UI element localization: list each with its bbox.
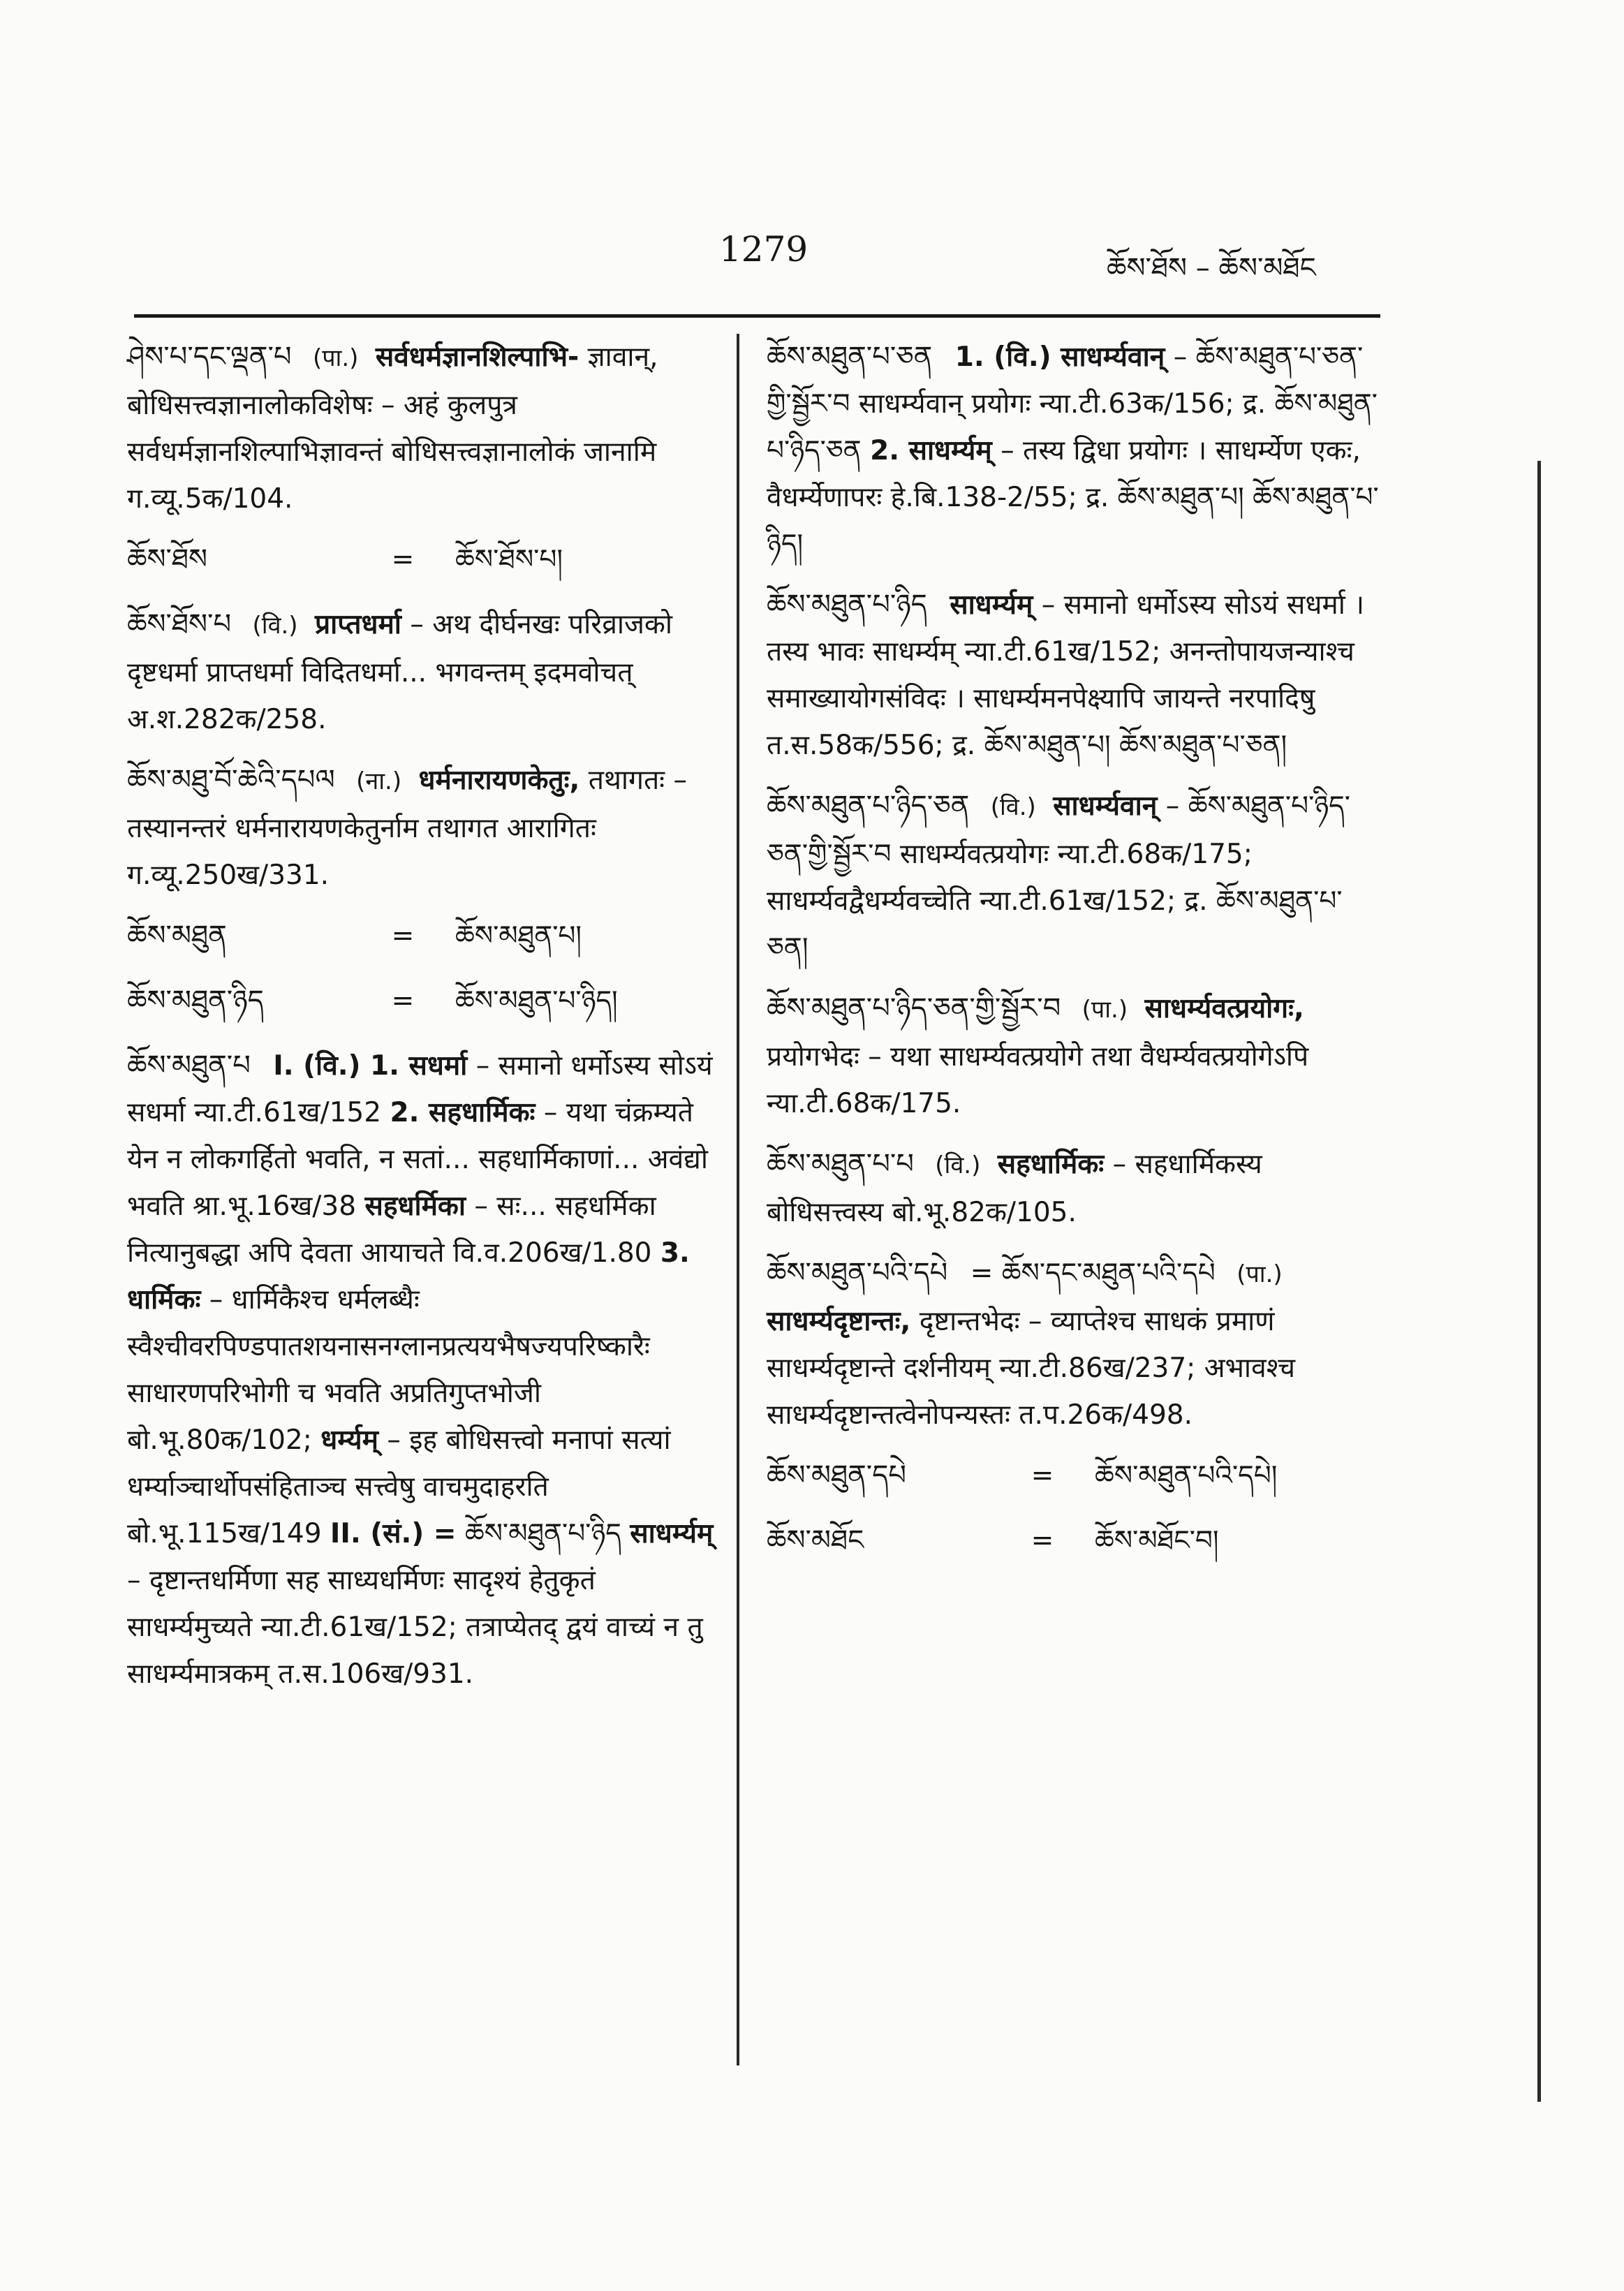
cross-reference-entry xyxy=(767,1517,1381,1564)
entry-sense: 2. साधर्म्यम् xyxy=(870,435,992,466)
entry-headword: ཤེས་པ་དང་ལྡན་པ xyxy=(127,341,292,373)
right-margin-rule xyxy=(1537,461,1541,2102)
cross-reference-entry xyxy=(767,1452,1381,1499)
entry-headword: ཆོས་ཐོས་པ xyxy=(127,608,232,640)
entry-headword: ཆོས་མཐོང xyxy=(767,1524,864,1556)
entry-text: साधर्म्यवान् प्रयोगः न्या.टी.63क/156; द्र. xyxy=(858,388,1267,420)
entry-headword: ཆོས་མཐུན་པ་པ xyxy=(767,1148,914,1180)
entry-term: सर्वधर्मज्ञानशिल्पाभि- xyxy=(375,341,580,373)
cross-reference-target: ཆོས་མཐུན་པ། ཆོས་མཐུན་པ་ཉིད། xyxy=(767,482,1379,560)
entry-text: प्रयोगभेदः – यथा साधर्म्यवत्प्रयोगे तथा वैधर्म्यवत्प्रयोगेऽपि न्या.टी.68क/175. xyxy=(767,1041,1309,1119)
entry-text: – तस्य द्विधा प्रयोगः । साधर्म्येण एकः, वैधर्म्येणापरः हे.बि.138-2/55; द्र. xyxy=(767,435,1361,513)
cross-reference-target: ཆོས་མཐུན་པ་ཉིད་ཅན xyxy=(767,388,1378,466)
dictionary-entry xyxy=(767,783,1381,971)
cross-reference-target: ཆོས་དང་མཐུན་པའི་དཔེ xyxy=(1001,1258,1216,1289)
dictionary-entry xyxy=(767,1250,1381,1438)
entry-text: – xyxy=(1165,790,1180,822)
entry-term: साधर्म्यम् xyxy=(950,589,1033,621)
entry-grammar-tag: (पा.) xyxy=(312,344,359,372)
entry-term: साधर्म्यम् xyxy=(630,1518,714,1549)
entry-grammar-tag: (पा.) xyxy=(1237,1260,1283,1288)
entry-text: – सः... सहधर्मिका नित्यानुबद्धा अपि देवता आयाचते वि.व.206ख/1.80 xyxy=(127,1191,656,1269)
entry-text: – दृष्टान्तधर्मिणा सह साध्यधर्मिणः सादृश्यं हेतुकृतं साधर्म्यमुच्यते न्या.टी.61ख/152; तत्राप्येतद् द्वयं वाच्यं न तु साधर्म्यमात्रकम् त.स.106ख/931. xyxy=(127,1565,703,1690)
dictionary-entry xyxy=(127,601,721,743)
entry-sense: धर्म्यम् xyxy=(320,1424,378,1456)
cross-reference-target: ཆོས་མཐུན་པ་ཅན། xyxy=(767,885,1343,964)
dictionary-entry xyxy=(127,1043,721,1697)
entry-sense: सहधर्मिका xyxy=(364,1191,466,1222)
entry-sense: I. (वि.) 1. सधर्मा xyxy=(273,1050,468,1082)
dictionary-entry xyxy=(767,1141,1381,1236)
entry-term: सहधार्मिकः xyxy=(997,1149,1105,1180)
entry-headword: ཆོས་ཐོས xyxy=(127,543,208,575)
entry-grammar-tag: (वि.) xyxy=(252,612,298,640)
entry-text: – अथ दीर्घनखः परिव्राजको दृष्टधर्मा प्राप्तधर्मा विदितधर्मा... भगवन्तम् इदमवोचत् अ.श.282क/258. xyxy=(127,609,672,735)
entry-headword: ཆོས་མཐུ་བོ་ཆེའི་དཔལ xyxy=(127,764,335,796)
cross-reference-target: ཆོས་མཐུན་པ། ཆོས་མཐུན་པ་ཅན། xyxy=(984,730,1287,761)
column-divider xyxy=(737,334,739,2065)
dictionary-entry xyxy=(127,757,721,899)
entry-term: धर्मनारायणकेतुः, xyxy=(418,765,580,796)
dictionary-entry xyxy=(767,985,1381,1127)
entry-text: – समानो धर्मोऽस्य सोऽयं सधर्मा न्या.टी.61ख/152 xyxy=(127,1050,713,1128)
cross-reference-entry xyxy=(127,978,721,1024)
equals-sign: = xyxy=(1031,1525,1054,1556)
equals-sign: = xyxy=(970,1258,994,1289)
entry-grammar-tag: (पा.) xyxy=(1082,996,1128,1024)
entry-grammar-tag: (वि.) xyxy=(990,793,1036,821)
dictionary-entry xyxy=(767,334,1381,568)
equals-sign: = xyxy=(391,920,415,952)
entry-text: तथागतः – तस्यानन्तरं धर्मनारायणकेतुर्नाम तथागत आरागितः ग.व्यू.250ख/331. xyxy=(127,765,687,891)
cross-reference-target: ཆོས་མཐུན་པའི་དཔེ། xyxy=(1095,1460,1278,1491)
dictionary-entry xyxy=(767,582,1381,769)
cross-reference-target: ཆོས་མཐུན་པ་ཅན་གྱི་སྦྱོར་བ xyxy=(767,341,1364,420)
entry-headword: ཆོས་མཐུན་པའི་དཔེ xyxy=(767,1257,948,1289)
entry-sense: 1. (वि.) साधर्म्यवान् xyxy=(954,341,1165,373)
running-head: ཆོས་ཐོས – ཆོས་མཐོང xyxy=(1107,252,1316,284)
entry-term: प्राप्तधर्मा xyxy=(314,609,401,640)
entry-text: – xyxy=(1173,341,1188,373)
cross-reference-target: ཆོས་མཐུན་པ་ཉིད། xyxy=(455,985,618,1017)
entry-grammar-tag: (वि.) xyxy=(935,1151,981,1179)
entry-text: – समानो धर्मोऽस्य सोऽयं सधर्मा । तस्य भावः साधर्म्यम् न्या.टी.61ख/152; अनन्तोपायजन्याश्च समाख्यायोगसंविदः । साधर्म्यमनपेक्ष्यापि जायन्ते नरपादिषु त.स.58क/556; द्र. xyxy=(767,589,1364,761)
entry-text: – इह बोधिसत्त्वो मनापां सत्यां धर्म्याञ्चार्थोपसंहिताञ्च सत्त्वेषु वाचमुदाहरति बो.भू.115ख/149 xyxy=(127,1424,671,1549)
cross-reference-target: ཆོས་ཐོས་པ། xyxy=(455,544,563,575)
dictionary-entry xyxy=(127,334,721,522)
entry-headword: ཆོས་མཐུན xyxy=(127,920,227,952)
cross-reference-target: ཆོས་མཐུན་པ་ཉིད་ཅན་གྱི་སྦྱོར་བ xyxy=(767,790,1350,870)
entry-headword: ཆོས་མཐུན་པ xyxy=(127,1049,251,1082)
cross-reference-target: ཆོས་མཐུན་པ་ཉིད xyxy=(464,1518,621,1549)
entry-text: – धार्मिकैश्च धर्मलब्धैः स्वैश्चीवरपिण्डपातशयनासनग्लानप्रत्ययभैषज्यपरिष्कारैः साधारणपरिभोगी च भवति अप्रतिगुप्तभोजी बो.भू.80क/102; xyxy=(127,1284,650,1456)
entry-headword: ཆོས་མཐུན་པ་ཉིད་ཅན་གྱི་སྦྱོར་བ xyxy=(767,992,1061,1024)
cross-reference-target: ཆོས་མཐོང་བ། xyxy=(1095,1525,1219,1556)
header-rule xyxy=(134,314,1380,318)
cross-reference-entry xyxy=(127,536,721,583)
entry-text: – सहधार्मिकस्य बोधिसत्त्वस्य बो.भू.82क/105. xyxy=(767,1149,1262,1228)
right-column xyxy=(767,334,1381,1582)
left-column xyxy=(127,334,721,1711)
cross-reference-target: ཆོས་མཐུན་པ། xyxy=(455,920,582,952)
page-number: 1279 xyxy=(719,229,809,270)
entry-headword: ཆོས་མཐུན་པ་ཅན xyxy=(767,341,933,373)
entry-headword: ཆོས་མཐུན་དཔེ xyxy=(767,1459,906,1491)
entry-sense: 3. धार्मिकः xyxy=(127,1237,690,1316)
entry-sense: II. (सं.) = xyxy=(330,1518,457,1549)
entry-term: साधर्म्यदृष्टान्तः, xyxy=(767,1306,911,1337)
entry-sense: 2. सहधार्मिकः xyxy=(390,1097,536,1128)
entry-term: साधर्म्यवान् xyxy=(1053,790,1158,822)
entry-text: साधर्म्यवत्प्रयोगः न्या.टी.68क/175; साधर्म्यवद्वैधर्म्यवच्चेति न्या.टी.61ख/152; द्र. xyxy=(767,839,1253,917)
entry-headword: ཆོས་མཐུན་པ་ཉིད་ཅན xyxy=(767,790,970,822)
entry-grammar-tag: (ना.) xyxy=(356,767,402,795)
entry-term: साधर्म्यवत्प्रयोगः, xyxy=(1144,993,1304,1024)
equals-sign: = xyxy=(391,985,415,1017)
entry-headword: ཆོས་མཐུན་ཉིད xyxy=(127,985,264,1017)
entry-text: ज्ञावान्, बोधिसत्त्वज्ञानालोकविशेषः – अहं कुलपुत्र सर्वधर्मज्ञानशिल्पाभिज्ञावन्तं बोधिसत्त्वज्ञानालोकं जानामि ग.व्यू.5क/104. xyxy=(127,341,658,515)
entry-text: – यथा चंक्रम्यते येन न लोकगर्हितो भवति, न सतां... सहधार्मिकाणां... अवंद्यो भवति श्रा.भू.16ख/38 xyxy=(127,1097,708,1222)
entry-text: दृष्टान्तभेदः – व्याप्तेश्च साधकं प्रमाणं साधर्म्यदृष्टान्ते दर्शनीयम् न्या.टी.86ख/237; अभावश्च साधर्म्यदृष्टान्तत्वेनोपन्यस्तः त.प.26क/498. xyxy=(767,1306,1296,1431)
cross-reference-entry xyxy=(127,913,721,959)
equals-sign: = xyxy=(1031,1460,1054,1491)
equals-sign: = xyxy=(391,544,415,575)
entry-headword: ཆོས་མཐུན་པ་ཉིད xyxy=(767,589,927,621)
